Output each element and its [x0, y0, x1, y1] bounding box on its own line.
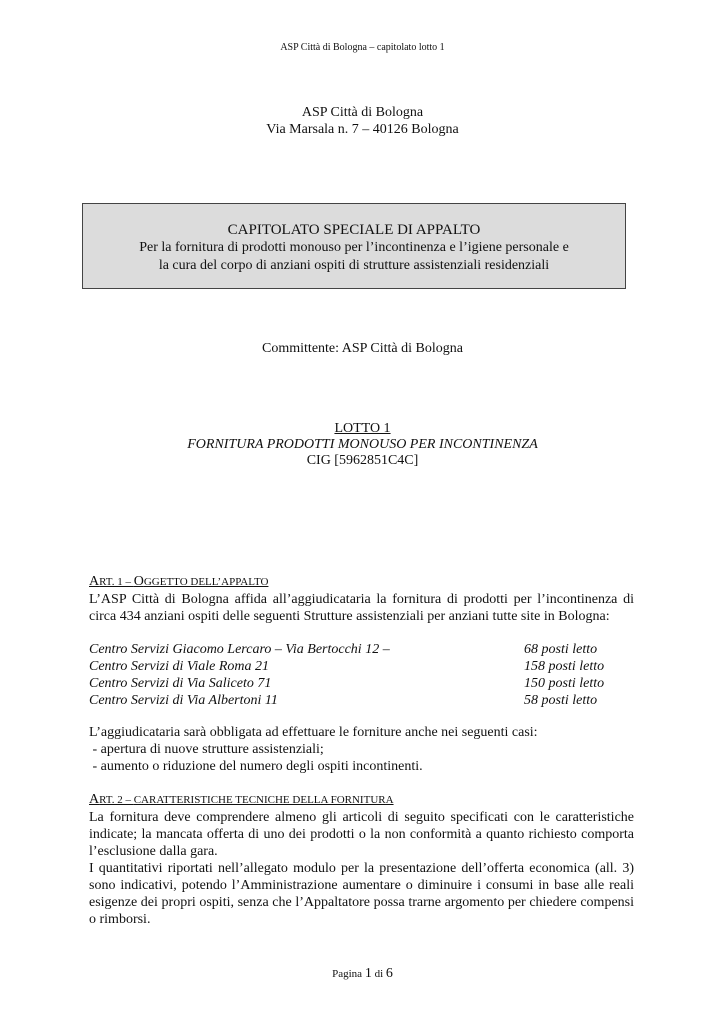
title-box	[82, 203, 626, 289]
page-total: 6	[385, 966, 393, 981]
running-header: ASP Città di Bologna – capitolato lotto 1	[280, 42, 445, 53]
committente: Committente: ASP Città di Bologna	[262, 341, 463, 356]
lotto-block	[0, 421, 725, 469]
facility-row: Centro Servizi Giacomo Lercaro – Via Bertocchi 12 – 68 posti letto	[89, 642, 598, 657]
document-title: CAPITOLATO SPECIALE DI APPALTO	[227, 222, 481, 238]
lotto-cig: CIG [5962851C4C]	[306, 453, 419, 468]
art2-paragraph-2: I quantitativi riportati nell’allegato modulo per la presentazione dell’offerta economica (all. 3) sono indicativi, potendo l’Amministrazione aumentare o diminuire i consumi in base alle reali esigenze dei propri ospiti, senza che l’Appaltatore possa trarne argomento per chiedere compensi o rimborsi.	[89, 861, 634, 927]
art2-section	[89, 791, 634, 928]
organization-name: ASP Città di Bologna	[301, 105, 424, 120]
facility-list	[89, 641, 639, 709]
organization-address: Via Marsala n. 7 – 40126 Bologna	[266, 122, 459, 137]
art1-intro: L’ASP Città di Bologna affida all’aggiudicataria la fornitura di prodotti per l’incontinenza di circa 434 anziani ospiti delle seguenti Strutture assistenziali per anziani tutte site in Bologna:	[89, 592, 634, 624]
facility-row: Centro Servizi di Via Saliceto 71 150 posti letto	[89, 676, 605, 691]
document-subtitle-line-1: Per la fornitura di prodotti monouso per l’incontinenza e l’igiene personale e	[139, 240, 569, 255]
obligation-case: - apertura di nuove strutture assistenziali;	[89, 742, 324, 757]
art2-paragraph-1: La fornitura deve comprendere almeno gli articoli di seguito specificati con le caratteristiche indicate; la mancata offerta di uno dei prodotti o la non conformità a quanto richiesto comporta l’esclusione dalla gara.	[89, 810, 634, 859]
art1-section	[89, 573, 634, 625]
obligation-case: - aumento o riduzione del numero degli ospiti incontinenti.	[89, 759, 423, 774]
art1-heading: ART. 1 – OGGETTO DELL’APPALTO	[89, 574, 269, 589]
art1-obligations	[89, 724, 634, 775]
facility-row: Centro Servizi di Via Albertoni 11 58 posti letto	[89, 693, 598, 708]
organization-block	[0, 104, 725, 138]
obligation-text: L’aggiudicataria sarà obbligata ad effettuare le forniture anche nei seguenti casi:	[89, 725, 538, 740]
page-footer: Pagina 1 di 6	[332, 966, 393, 981]
page-number: 1	[364, 966, 372, 981]
art2-heading: ART. 2 – CARATTERISTICHE TECNICHE DELLA FORNITURA	[89, 792, 394, 807]
lotto-subtitle: FORNITURA PRODOTTI MONOUSO PER INCONTINENZA	[187, 437, 538, 452]
lotto-label: LOTTO 1	[334, 421, 391, 436]
document-subtitle-line-2: la cura del corpo di anziani ospiti di strutture assistenziali residenziali	[158, 258, 550, 273]
facility-row: Centro Servizi di Viale Roma 21 158 posti letto	[89, 659, 605, 674]
